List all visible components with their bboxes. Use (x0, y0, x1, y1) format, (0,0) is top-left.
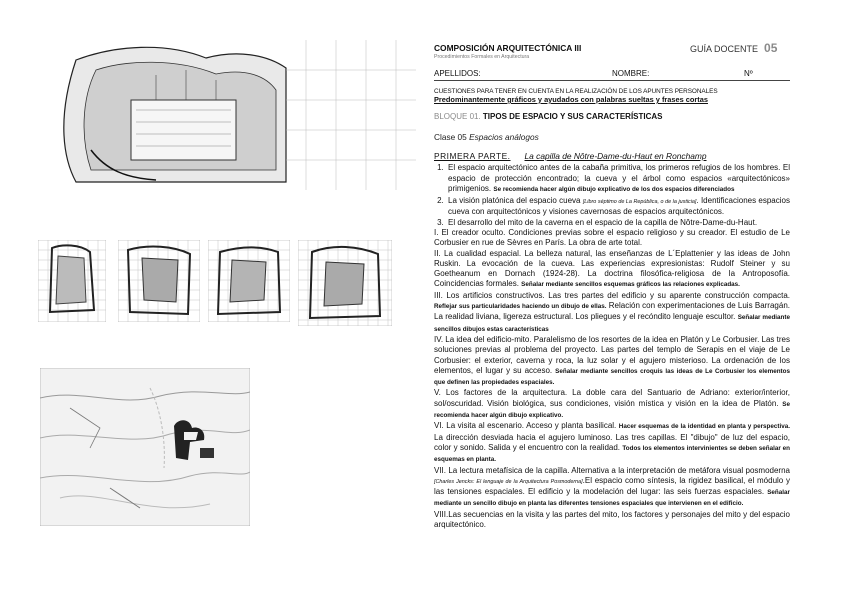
section-drawing-4 (298, 240, 392, 326)
cave-plan-drawing (36, 40, 416, 190)
item-2-text-b: . Identificaciones espacios cueva con arquitectónicos y visiones cavernosas de espacios arquitectónicos. (448, 195, 790, 216)
clase-heading (434, 132, 790, 142)
bloque-title: TIPOS DE ESPACIO Y SUS CARACTERÍSTICAS (482, 112, 663, 121)
sub-item-6-text: VI. La visita al escenario. Acceso y planta basilical. (434, 421, 617, 431)
sub-item-5-text: V. Los factores de la arquitectura. La doble cara del Santuario de Adriano: exterior/interior, sol/oscuridad. Visión biológica, sus condiciones, visión mística y visión en la idea de Platón. (434, 388, 790, 408)
sub-item-7 (434, 466, 790, 510)
sub-item-2 (434, 249, 790, 291)
instructions-line-1: CUESTIONES PARA TENER EN CUENTA EN LA REALIZACIÓN DE LOS APUNTES PERSONALES (434, 88, 718, 95)
parte-label: PRIMERA PARTE. (434, 151, 511, 161)
bloque-label: BLOQUE 01. (434, 112, 481, 121)
guide-number: 05 (764, 41, 778, 55)
parte-heading (434, 151, 770, 161)
item-2-text-a: La visión platónica del espacio cueva (448, 195, 581, 205)
guide-label-text: GUÍA DOCENTE (690, 44, 759, 54)
sub-item-7-note: Señalar mediante un sencillo dibujo en planta las diferentes tensiones espaciales que intervienen en el edificio. (434, 489, 790, 508)
item-1-text: El espacio arquitectónico antes de la cabaña primitiva, los primeros refugios de los hombres. El espacio de protección encontrado; la cueva y el árbol como espacios «arquitectónicos» primigenios. (448, 163, 790, 193)
question-list (434, 163, 790, 530)
bloque-heading (434, 112, 790, 121)
sub-item-8 (434, 510, 790, 531)
sub-item-3-text-b: Relación con experimentaciones de Luis Barragán. La realidad liviana, ligereza estructural. Los pliegues y el recóndito lenguaje escultor. (434, 301, 790, 322)
guide-document (434, 40, 790, 530)
list-item (446, 163, 790, 196)
item-1-note: Se recomienda hacer algún dibujo explicativo de los dos espacios diferenciados (493, 186, 735, 193)
sub-item-3 (434, 291, 790, 335)
sub-items (434, 228, 790, 530)
section-drawing-1 (38, 240, 106, 322)
clase-title: Espacios análogos (469, 132, 539, 142)
sub-item-3-note: Reflejar sus particularidades haciendo un dibujo de ellas. (434, 303, 607, 311)
site-plan-drawing (40, 368, 250, 526)
sub-item-3-text: III. Los artificios constructivos. Las tres partes del edificio y su aparente construcción compacta. (434, 290, 790, 300)
course-subtitle: Procedimientos Formales en Arquitectura (434, 54, 530, 60)
sub-item-4-note: Señalar mediante sencillos croquis las ideas de Le Corbusier los elementos que definen las propiedades espaciales. (434, 367, 791, 387)
sub-item-4 (434, 335, 790, 388)
sub-item-6-text-b: La dirección desviada hacia el agujero luminoso. Las tres capillas. El "dibujo" de luz del espacio, color y sonido. Salida y el encuentro con la realidad. (434, 432, 790, 452)
parte-title: La capilla de Nôtre-Dame-du-Haut en Ronchamp (524, 151, 707, 161)
section-drawing-2 (118, 240, 200, 322)
document-header (434, 40, 790, 64)
sub-item-5 (434, 388, 790, 421)
sub-item-1-text: I. El creador oculto. Condiciones previas sobre el espacio religioso y su creador. El estudio de Le Corbusier en rue de Sèvres en París. La obra de arte total. (434, 228, 790, 248)
sub-item-2-note: Señalar mediante sencillos esquemas gráficos las relaciones explicadas. (521, 281, 740, 289)
clase-label: Clase 05 (434, 132, 467, 142)
course-title: COMPOSICIÓN ARQUITECTÓNICA III (434, 43, 582, 53)
sub-item-5-note: Se recomienda hacer algún dibujo explicativo. (434, 400, 790, 420)
sub-item-8-text: VIII.Las secuencias en la visita y las partes del mito, los factores y personajes del mito y del espacio arquitectónico. (434, 509, 790, 530)
numero-field[interactable]: Nº (744, 69, 753, 78)
guide-label (690, 41, 777, 55)
student-fields (434, 66, 790, 81)
list-item (434, 217, 791, 531)
section-drawing-3 (208, 240, 290, 322)
sub-item-7-text-b: .El espacio como síntesis, la rigidez basilical, el módulo y las tensiones espaciales. El edificio y la modelación del lugar: las seis fuerzas espaciales. (434, 475, 790, 497)
sub-item-7-ref: [Charles Jencks: El lenguaje de la Arquitectura Posmoderna] (434, 478, 583, 485)
item-2-ref: [Libro séptimo de La República, o de la justicia] (582, 198, 697, 205)
sub-item-3-note-2: Señalar mediante sencillos dibujos estas características (434, 314, 790, 333)
sub-item-1 (434, 228, 790, 249)
instructions-line-2: Predominantemente gráficos y ayudados con palabras sueltas y frases cortas (434, 95, 708, 104)
sub-item-7-text: VII. La lectura metafísica de la capilla. Alternativa a la interpretación de metáfora visual posmoderna (434, 465, 790, 475)
nombre-field[interactable]: NOMBRE: (612, 69, 650, 78)
list-item (446, 196, 790, 218)
sub-item-6 (434, 421, 790, 465)
sub-item-2-text: II. La cualidad espacial. La belleza natural, las enseñanzas de L´Eplattenier y las ideas de John Ruskin. La evocación de la cueva. Las experiencias expresionistas: Rudolf Steiner y su Goetheanum en Dornach (1924-28). La doctrina filosófica-religiosa de la Antroposofía. Coincidencias formales. (434, 248, 790, 289)
apellidos-field[interactable]: APELLIDOS: (434, 69, 481, 78)
figures-column (0, 0, 420, 600)
sub-item-4-text: IV. La idea del edificio-mito. Paralelismo de los resortes de la idea en Platón y Le Corbusier. Las tres soluciones previas al problema del proyecto. Las partes del templo de Serapis en el viaje de Le Corbusier: el exterior, caverna y roca, la luz solar y el agujero misterioso. La ordenación de los elementos, el lugar y su acceso. (434, 334, 790, 375)
sub-item-6-note-2: Todos los elementos intervinientes se deben señalar en esquemas en planta. (434, 444, 790, 464)
item-3-text: El desarrollo del mito de la caverna en el espacio de la capilla de Nôtre-Dame-du-Haut. (448, 217, 758, 227)
sub-item-6-note: Hacer esquemas de la identidad en planta y perspectiva. (618, 423, 790, 431)
